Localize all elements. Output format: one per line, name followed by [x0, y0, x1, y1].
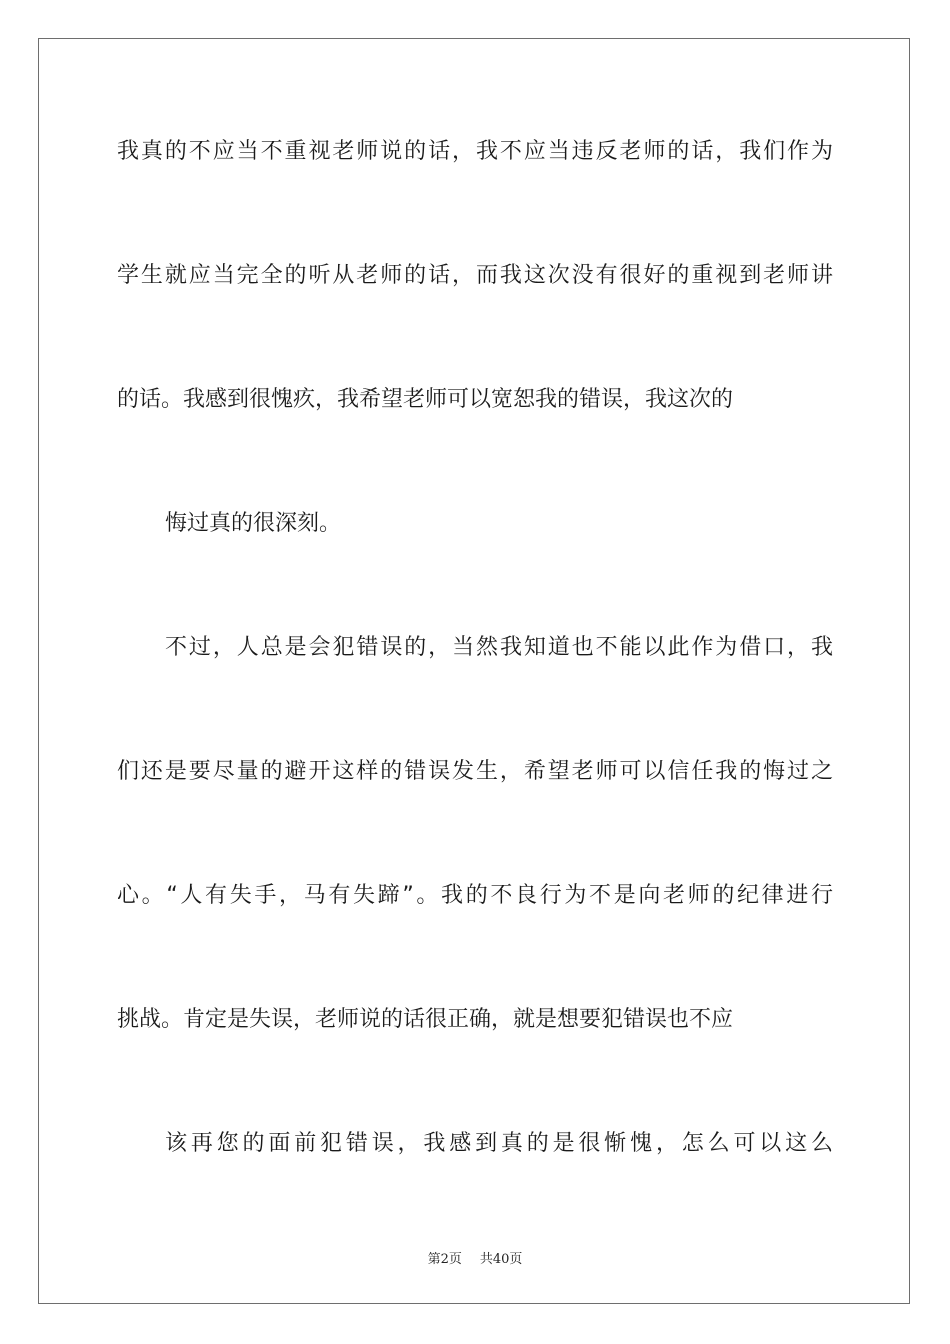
- page-total: 共40页: [479, 1252, 523, 1267]
- text-line-9: 该再您的面前犯错误，我感到真的是很惭愧，怎么可以这么: [165, 1131, 833, 1156]
- text-line-6: 们还是要尽量的避开这样的错误发生，希望老师可以信任我的悔过之: [117, 759, 833, 784]
- text-line-8: 挑战。肯定是失误，老师说的话很正确，就是想要犯错误也不应: [117, 1007, 734, 1032]
- text-line-2: 学生就应当完全的听从老师的话，而我这次没有很好的重视到老师讲: [117, 263, 833, 288]
- text-line-7: 心。“人有失手，马有失蹄”。我的不良行为不是向老师的纪律进行: [117, 883, 833, 908]
- text-line-5: 不过，人总是会犯错误的，当然我知道也不能以此作为借口，我: [165, 635, 833, 660]
- page-number: 第2页: [427, 1252, 462, 1267]
- text-line-3: 的话。我感到很愧疚，我希望老师可以宽恕我的错误，我这次的: [117, 387, 734, 412]
- text-line-1: 我真的不应当不重视老师说的话，我不应当违反老师的话，我们作为: [117, 139, 833, 164]
- page-frame: [38, 38, 910, 1304]
- page-footer: [0, 1248, 950, 1267]
- text-line-4: 悔过真的很深刻。: [165, 511, 342, 536]
